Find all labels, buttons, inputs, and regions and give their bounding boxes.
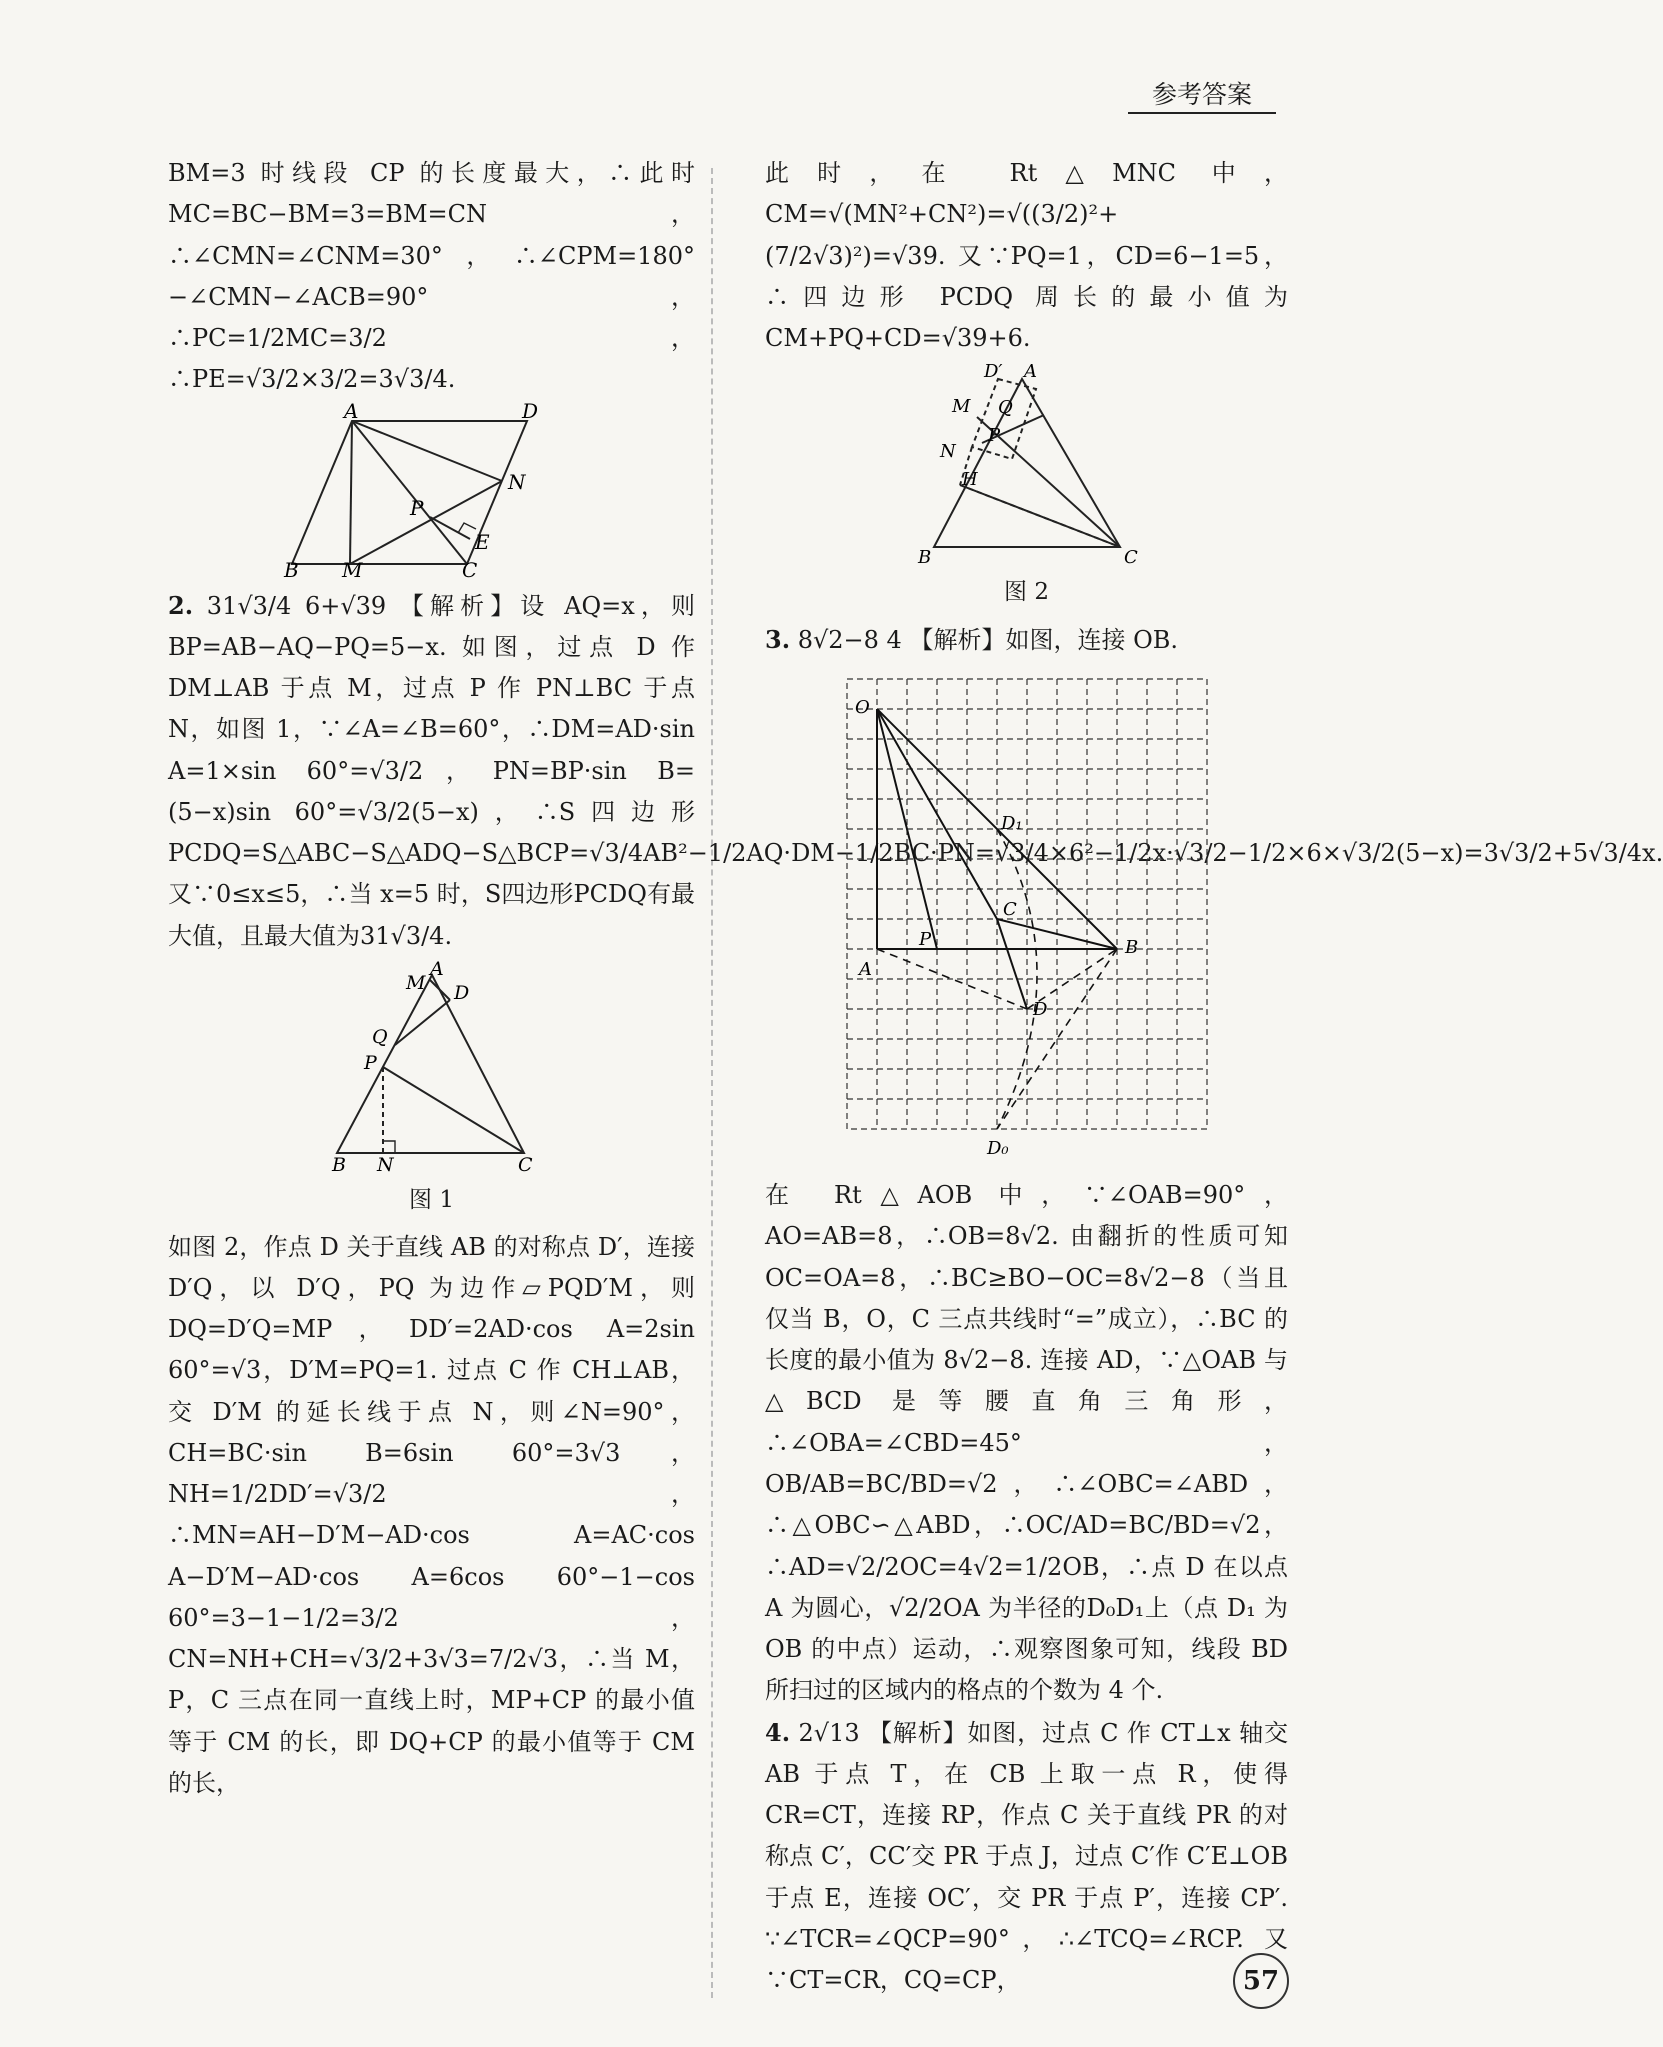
figure-grid (807, 669, 1247, 1169)
fig-top-label: A (343, 398, 358, 423)
fig3-label: B (1124, 937, 1138, 959)
question-number: 4. (765, 1717, 791, 1747)
column-divider (711, 168, 713, 1998)
left-paragraph-2: 31√3/4 6+√39 【解析】设 AQ=x，则 BP=AB−AQ−PQ=5−x. 如图，过点 D 作 DM⊥AB 于点 M，过点 P 作 PN⊥BC 于点 N，如图 1，∵∠A=∠B=60°，∴DM=AD·sin A=1×sin 60°=√3/2，PN=BP·sin B=(5−x)sin 60°=√3/2(5−x)，∴S四边形PCDQ=S△ABC−S△ADQ−S△BCP=√3/4AB²−1/2AQ·DM−1/2BC·PN=√3/4×6²−1/2x·√3/2−1/2×6×√3/2(5−x)=3√3/2+5√3/4x. 又∵0≤x≤5，∴当 x=5 时，S四边形PCDQ有最大值，且最大值为31√3/4. (168, 591, 1663, 950)
fig-top-label: M (341, 557, 362, 582)
fig1-label: Q (371, 1025, 388, 1048)
figure-2-triangle (912, 361, 1142, 569)
fig2-label: B (917, 547, 931, 569)
fig2-label: C (1123, 547, 1138, 569)
section-header: 参考答案 (1128, 80, 1276, 114)
fig-top-label: N (507, 469, 525, 494)
fig3-label: A (858, 959, 872, 981)
figure-1-triangle (331, 957, 533, 1176)
right-paragraph-4: 2√13 【解析】如图，过点 C 作 CT⊥x 轴交 AB 于点 T，在 CB 上取一点 R，使得 CR=CT，连接 RP，作点 C 关于直线 PR 的对称点 C′，CC′交 PR 于点 J，过点 C′作 C′E⊥OB 于点 E，连接 OC′，交 PR 于点 P′，连接 CP′. ∵∠TCR=∠QCP=90°，∴∠TCQ=∠RCP. 又∵CT=CR，CQ=CP， (765, 1718, 1288, 1995)
fig-top-label: B (283, 557, 299, 582)
fig1-label: D (453, 981, 469, 1004)
figure-2-caption: 图 2 (1004, 579, 1049, 606)
fig1-label: A (429, 957, 444, 980)
fig3-label: O (854, 697, 870, 719)
fig1-label: B (331, 1153, 346, 1176)
fig3-label: D₀ (986, 1138, 1009, 1160)
page-number: 57 (1233, 1953, 1289, 2009)
fig1-label: C (517, 1153, 533, 1176)
fig1-label: M (405, 971, 425, 994)
fig1-label: P (363, 1051, 377, 1074)
fig3-label: D (1032, 999, 1047, 1021)
fig2-label: P (987, 425, 1000, 447)
question-number: 3. (765, 624, 791, 654)
fig2-label: M (951, 396, 970, 418)
fig2-label: H (961, 469, 978, 491)
fig3-label: P (918, 929, 931, 951)
fig3-label: D₁ (1000, 813, 1023, 835)
fig2-label: N (939, 441, 956, 463)
right-paragraph-2: 8√2−8 4 【解析】如图，连接 OB. (797, 625, 1179, 654)
fig2-label: A (1023, 361, 1037, 383)
right-paragraph-1: 此时，在 Rt△MNC 中，CM=√(MN²+CN²)=√((3/2)²+(7/2√3)²)=√39. 又∵PQ=1，CD=6−1=5，∴四边形 PCDQ 周长的最小值为 CM+PQ+CD=√39+6. (765, 159, 1288, 353)
left-paragraph-3: 如图 2，作点 D 关于直线 AB 的对称点 D′，连接 D′Q，以 D′Q，PQ 为边作▱PQD′M，则 DQ=D′Q=MP，DD′=2AD·cos A=2sin 60°=√3，D′M=PQ=1. 过点 C 作 CH⊥AB，交 D′M 的延长线于点 N，则∠N=90°，CH=BC·sin B=6sin 60°=3√3，NH=1/2DD′=√3/2，∴MN=AH−D′M−AD·cos A=AC·cos A−D′M−AD·cos A=6cos 60°−1−cos 60°=3−1−1/2=3/2，CN=NH+CH=√3/2+3√3=7/2√3，∴当 M，P，C 三点在同一直线上时，MP+CP 的最小值等于 CM 的长，即 DQ+CP 的最小值等于 CM 的长， (168, 1232, 695, 1797)
figure-1-caption: 图 1 (409, 1186, 454, 1213)
left-paragraph-1: BM=3 时线段 CP 的长度最大，∴此时 MC=BC−BM=3=BM=CN，∴∠CMN=∠CNM=30°，∴∠CPM=180°−∠CMN−∠ACB=90°，∴PC=1/2MC=3/2，∴PE=√3/2×3/2=3√3/4. (168, 159, 695, 394)
fig-top-label: P (409, 495, 423, 520)
fig2-label: D′ (983, 361, 1003, 383)
fig-top-label: C (461, 557, 477, 582)
right-column (765, 153, 1288, 2001)
fig2-label: Q (997, 397, 1013, 419)
figure-parallelogram (282, 398, 582, 582)
fig-top-label: D (521, 398, 538, 423)
fig1-label: N (376, 1153, 394, 1176)
question-number: 2. (168, 590, 194, 620)
right-paragraph-3: 在 Rt△AOB 中，∵∠OAB=90°，AO=AB=8，∴OB=8√2. 由翻折的性质可知 OC=OA=8，∴BC≥BO−OC=8√2−8（当且仅当 B，O，C 三点共线时“=”成立），∴BC 的长度的最小值为 8√2−8. 连接 AD，∵△OAB 与△BCD 是等腰直角三角形，∴∠OBA=∠CBD=45°，OB/AB=BC/BD=√2，∴∠OBC=∠ABD，∴△OBC∽△ABD，∴OC/AD=BC/BD=√2，∴AD=√2/2OC=4√2=1/2OB，∴点 D 在以点 A 为圆心，√2/2OA 为半径的D₀D₁上（点 D₁ 为 OB 的中点）运动，∴观察图象可知，线段 BD 所扫过的区域内的格点的个数为 4 个. (765, 1181, 1288, 1705)
fig3-label: C (1002, 899, 1017, 921)
fig-top-label: E (474, 529, 490, 554)
